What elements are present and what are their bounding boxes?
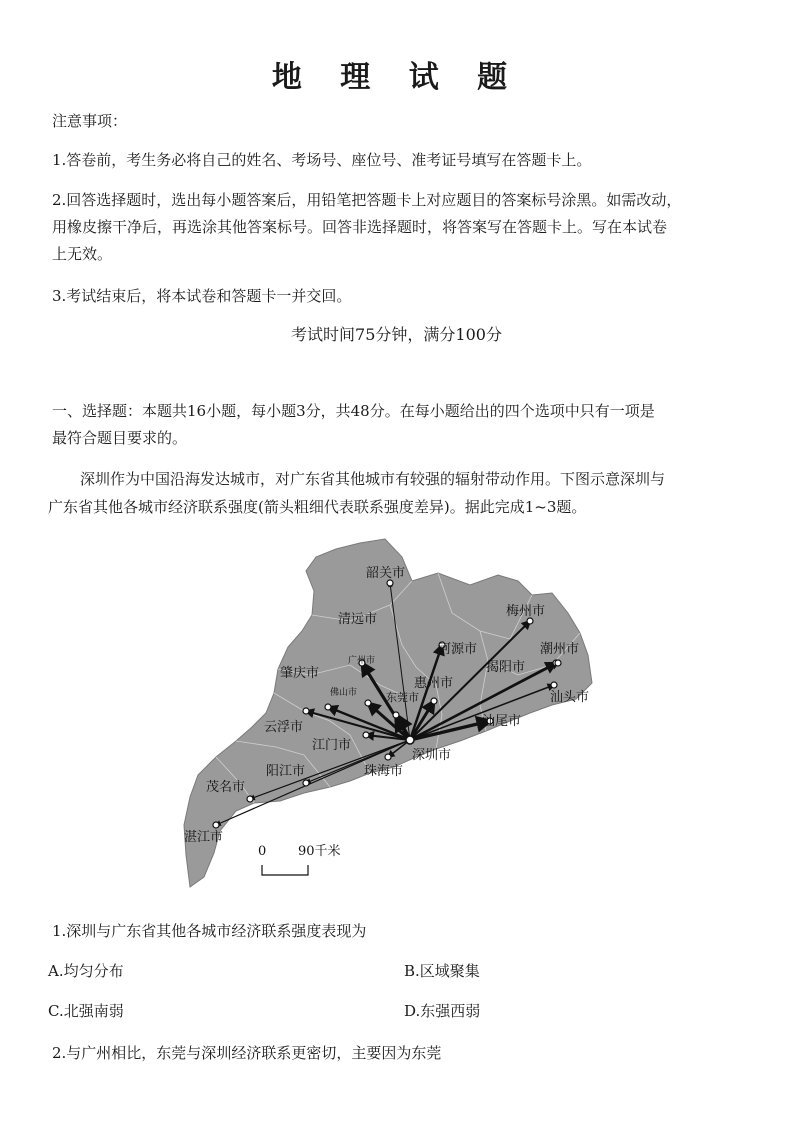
passage-line-1: 深圳作为中国沿海发达城市，对广东省其他城市有较强的辐射带动作用。下图示意深圳与 (80, 470, 666, 488)
label-zhanjiang: 湛江市 (184, 830, 224, 845)
dot-foshan (365, 700, 371, 706)
label-foshan: 佛山市 (330, 688, 358, 698)
label-chaozhou: 潮州市 (540, 642, 580, 657)
section-1-line-2: 最符合题目要求的。 (52, 429, 188, 447)
exam-time: 考试时间75分钟，满分100分 (291, 325, 502, 344)
dot-yunfu (303, 708, 309, 714)
dot-zhuhai (385, 754, 391, 760)
label-jieyang: 揭阳市 (486, 660, 526, 675)
label-maoming: 茂名市 (206, 780, 246, 795)
q1-stem: 1.深圳与广东省其他各城市经济联系强度表现为 (52, 922, 367, 940)
province-shape (184, 539, 592, 887)
label-shanwei: 汕尾市 (482, 714, 522, 729)
q1-option-b[interactable]: B.区域聚集 (404, 962, 480, 980)
dot-zhaoqing (325, 704, 331, 710)
scale-zero: 0 (258, 844, 267, 859)
label-yunfu: 云浮市 (264, 720, 304, 735)
passage-line-2: 广东省其他各城市经济联系强度(箭头粗细代表联系强度差异)。据此完成1~3题。 (48, 498, 587, 516)
notice-item-2-line-3: 上无效。 (52, 245, 113, 263)
notice-item-2-line-2: 用橡皮擦干净后，再选涂其他答案标号。回答非选择题时，将答案写在答题卡上。写在本试卷 (52, 218, 668, 236)
dot-dongguan (393, 712, 399, 718)
dot-maoming (247, 796, 253, 802)
scale-label: 90千米 (298, 844, 341, 859)
q1-option-d[interactable]: D.东强西弱 (404, 1002, 481, 1020)
dot-yangjiang (303, 780, 309, 786)
guangdong-map (180, 535, 600, 895)
notice-item-2-line-1: 2.回答选择题时，选出每小题答案后，用铅笔把答题卡上对应题目的答案标号涂黑。如需改动， (52, 191, 682, 209)
map-svg (180, 535, 600, 895)
dot-shenzhen (406, 736, 414, 744)
section-1-line-1: 一、选择题：本题共16小题，每小题3分，共48分。在每小题给出的四个选项中只有一项是 (52, 402, 655, 420)
label-guangzhou: 广州市 (348, 656, 376, 666)
notice-heading: 注意事项： (52, 112, 128, 130)
label-heyuan: 河源市 (438, 642, 478, 657)
q1-option-c[interactable]: C.北强南弱 (48, 1002, 124, 1020)
label-yangjiang: 阳江市 (266, 764, 306, 779)
label-shantou: 汕头市 (550, 690, 590, 705)
label-meizhou: 梅州市 (506, 604, 546, 619)
label-shaoguan: 韶关市 (366, 566, 406, 581)
dot-zhanjiang (213, 822, 219, 828)
label-dongguan: 东莞市 (386, 691, 419, 704)
dot-chaozhou (555, 660, 561, 666)
dot-jiangmen (363, 732, 369, 738)
label-zhaoqing: 肇庆市 (280, 666, 320, 681)
notice-item-1: 1.答卷前，考生务必将自己的姓名、考场号、座位号、准考证号填写在答题卡上。 (52, 151, 592, 169)
q1-option-a[interactable]: A.均匀分布 (48, 962, 124, 980)
scale-bar (262, 865, 308, 875)
q2-stem: 2.与广州相比，东莞与深圳经济联系更密切，主要因为东莞 (52, 1044, 442, 1062)
notice-item-3: 3.考试结束后，将本试卷和答题卡一并交回。 (52, 287, 352, 305)
page-title: 地 理 试 题 (271, 60, 522, 95)
label-huizhou: 惠州市 (414, 676, 454, 691)
label-jiangmen: 江门市 (312, 738, 352, 753)
label-qingyuan: 清远市 (338, 612, 378, 627)
label-shenzhen: 深圳市 (412, 748, 452, 763)
dot-huizhou (431, 698, 437, 704)
dot-shantou (551, 682, 557, 688)
label-zhuhai: 珠海市 (364, 764, 404, 779)
